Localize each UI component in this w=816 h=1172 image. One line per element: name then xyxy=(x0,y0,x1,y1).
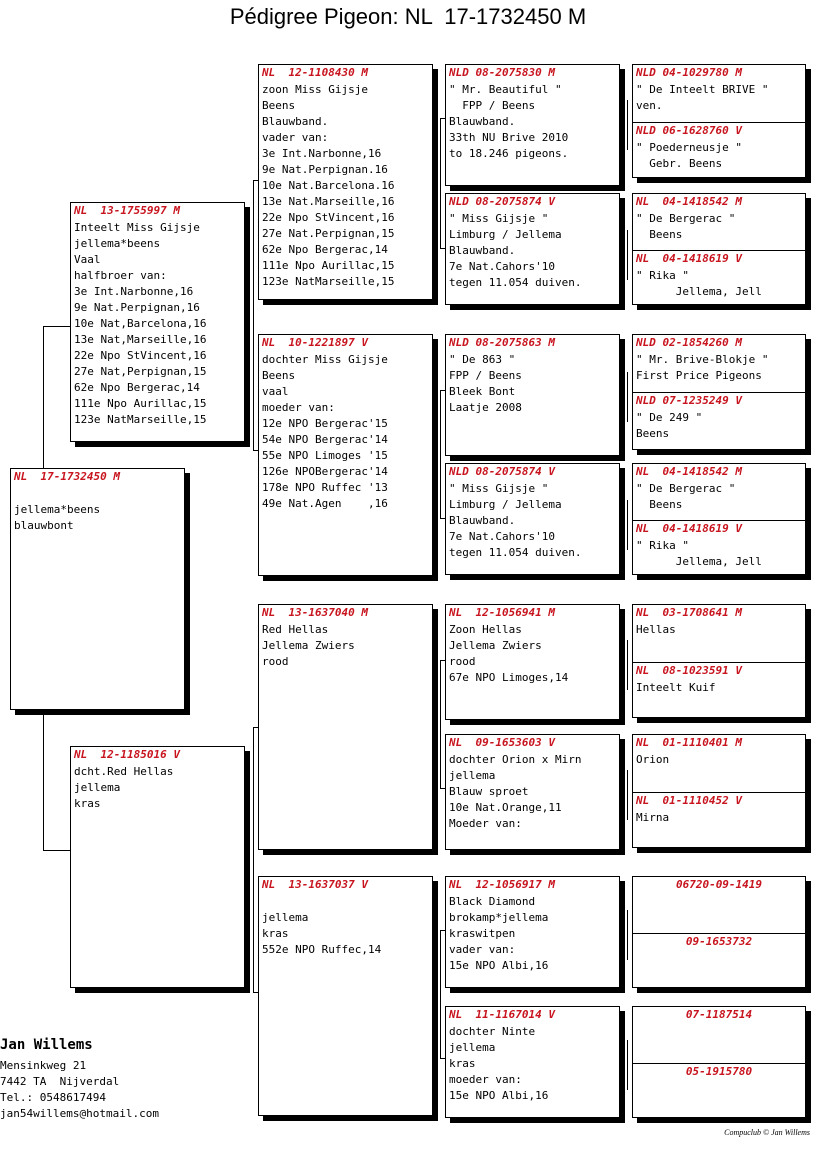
card-line: 27e Nat,Perpignan,15 xyxy=(74,365,207,378)
card-line: rood xyxy=(449,655,476,668)
card-line: jellema xyxy=(449,1041,496,1054)
card-line: dochter Ninte xyxy=(449,1025,536,1038)
ring-number: NLD 02-1854260 M xyxy=(636,336,742,349)
pigeon-card-ffm xyxy=(445,193,620,305)
ring-number: NL 04-1418619 V xyxy=(636,252,742,265)
card-line: Mirna xyxy=(636,811,670,824)
ring-number: 07-1187514 xyxy=(685,1008,753,1021)
ring-number: NL 01-1110401 M xyxy=(636,736,742,749)
card-line: jellema xyxy=(74,781,121,794)
card-line: 55e NPO Limoges '15 xyxy=(262,449,388,462)
card-line: Beens xyxy=(262,99,296,112)
card-line: Beens xyxy=(636,228,683,241)
card-line: Hellas xyxy=(636,623,676,636)
card-line: FPP / Beens xyxy=(449,99,536,112)
owner-phone: Tel.: 0548617494 xyxy=(0,1091,106,1104)
ring-number: 05-1915780 xyxy=(685,1065,753,1078)
card-line: zoon Miss Gijsje xyxy=(262,83,368,96)
pigeon-pair-card xyxy=(632,734,806,848)
card-line: vader van: xyxy=(262,131,329,144)
card-line: 27e Nat.Perpignan,15 xyxy=(262,227,395,240)
card-line: rood xyxy=(262,655,289,668)
card-line: Jellema Zwiers xyxy=(449,639,542,652)
card-line: Black Diamond xyxy=(449,895,536,908)
pigeon-card-ff xyxy=(258,64,433,300)
card-line: " De Bergerac " xyxy=(636,482,736,495)
connector-line xyxy=(627,230,628,280)
card-line: Inteelt Kuif xyxy=(636,681,716,694)
card-line: halfbroer van: xyxy=(74,269,167,282)
card-line: Beens xyxy=(636,498,683,511)
card-line: 62e Npo Bergerac,14 xyxy=(262,243,388,256)
pair-bottom xyxy=(633,393,805,442)
ring-number: NL 04-1418542 M xyxy=(636,195,742,208)
card-line: blauwbont xyxy=(14,519,74,532)
card-line: Jellema Zwiers xyxy=(262,639,355,652)
pair-bottom xyxy=(633,1064,805,1081)
card-line: Blauwband. xyxy=(449,115,516,128)
card-line: Bleek Bont xyxy=(449,385,516,398)
pigeon-card-fff xyxy=(445,64,620,186)
connector-line xyxy=(627,500,628,550)
card-line: 12e NPO Bergerac'15 xyxy=(262,417,388,430)
connector-line xyxy=(253,727,254,857)
card-line: Blauwband. xyxy=(449,514,516,527)
card-line: " De 863 " xyxy=(449,353,516,366)
card-line: " De Inteelt BRIVE " xyxy=(636,83,769,96)
pigeon-card-mmf xyxy=(445,876,620,988)
card-line: Beens xyxy=(636,427,670,440)
ring-number: NL 13-1637037 V xyxy=(262,878,368,891)
pigeon-card-mff xyxy=(445,604,620,720)
owner-info xyxy=(0,1036,159,1122)
card-line: Blauwband. xyxy=(262,115,329,128)
card-line: 54e NPO Bergerac'14 xyxy=(262,433,388,446)
card-line: 123e NatMarseille,15 xyxy=(74,413,207,426)
card-line: 13e Nat,Marseille,16 xyxy=(74,333,207,346)
connector-line xyxy=(440,118,441,248)
card-line: vader van: xyxy=(449,943,516,956)
card-line: Red Hellas xyxy=(262,623,329,636)
card-line: 123e NatMarseille,15 xyxy=(262,275,395,288)
card-line: tegen 11.054 duiven. xyxy=(449,546,582,559)
connector-line xyxy=(627,640,628,690)
ring-number: NLD 08-2075863 M xyxy=(449,336,555,349)
card-line: 7e Nat.Cahors'10 xyxy=(449,260,555,273)
ring-number: NL 09-1653603 V xyxy=(449,736,555,749)
card-line: First Price Pigeons xyxy=(636,369,762,382)
card-line: Inteelt Miss Gijsje xyxy=(74,221,200,234)
ring-number: NLD 08-2075874 V xyxy=(449,465,555,478)
pigeon-card-mfm xyxy=(445,734,620,850)
connector-line xyxy=(627,1040,628,1090)
ring-number: NLD 08-2075874 V xyxy=(449,195,555,208)
ring-number: NL 04-1418619 V xyxy=(636,522,742,535)
ring-number: NL 17-1732450 M xyxy=(14,470,120,483)
connector-line xyxy=(627,100,628,150)
card-line: 9e Nat.Perpignan,16 xyxy=(74,301,200,314)
ring-number: NL 12-1056941 M xyxy=(449,606,555,619)
card-line: " De 249 " xyxy=(636,411,703,424)
ring-number: NLD 04-1029780 M xyxy=(636,66,742,79)
pigeon-pair-card xyxy=(632,334,806,450)
card-line: jellema*beens xyxy=(14,503,101,516)
card-line: 10e Nat,Barcelona,16 xyxy=(74,317,207,330)
credit-text: Compuclub © Jan Willems xyxy=(724,1128,810,1137)
ring-number: NL 04-1418542 M xyxy=(636,465,742,478)
card-line: 10e Nat.Barcelona.16 xyxy=(262,179,395,192)
card-line: 33th NU Brive 2010 xyxy=(449,131,569,144)
card-line: 49e Nat.Agen ,16 xyxy=(262,497,388,510)
card-line: Blauwband. xyxy=(449,244,516,257)
card-line: 67e NPO Limoges,14 xyxy=(449,671,569,684)
card-line: 111e Npo Aurillac,15 xyxy=(262,259,395,272)
ring-number: NL 11-1167014 V xyxy=(449,1008,555,1021)
card-line: Beens xyxy=(262,369,296,382)
card-line xyxy=(11,486,184,502)
pair-bottom xyxy=(633,251,805,300)
card-line: 13e Nat.Marseille,16 xyxy=(262,195,395,208)
pigeon-pair-card xyxy=(632,64,806,178)
ring-number: NLD 07-1235249 V xyxy=(636,394,742,407)
connector-line xyxy=(627,372,628,422)
card-line: 126e NPOBergerac'14 xyxy=(262,465,388,478)
card-line: 3e Int.Narbonne,16 xyxy=(74,285,194,298)
card-line: Laatje 2008 xyxy=(449,401,522,414)
card-line: Blauw sproet xyxy=(449,785,529,798)
card-line: kras xyxy=(74,797,101,810)
pigeon-pair-card xyxy=(632,463,806,575)
ring-number: NL 10-1221897 V xyxy=(262,336,368,349)
pair-bottom xyxy=(633,793,805,826)
card-line xyxy=(259,894,432,910)
ring-number: NL 12-1185016 V xyxy=(74,748,180,761)
connector-line xyxy=(253,180,254,330)
pigeon-card-fm xyxy=(258,334,433,576)
ring-number: NL 13-1637040 M xyxy=(262,606,368,619)
card-line: Limburg / Jellema xyxy=(449,498,562,511)
card-line: " Mr. Brive-Blokje " xyxy=(636,353,769,366)
pigeon-card-mf xyxy=(258,604,433,850)
card-line: dochter Orion x Mirn xyxy=(449,753,582,766)
card-line: " Miss Gijsje " xyxy=(449,482,549,495)
ring-number: NL 13-1755997 M xyxy=(74,204,180,217)
connector-line xyxy=(627,910,628,960)
card-line: 9e Nat.Perpignan.16 xyxy=(262,163,388,176)
card-line: Moeder van: xyxy=(449,817,522,830)
card-line: Vaal xyxy=(74,253,101,266)
pigeon-pair-card xyxy=(632,1006,806,1118)
pigeon-card-subject xyxy=(10,468,185,710)
connector-line xyxy=(43,712,44,850)
pigeon-pair-card xyxy=(632,604,806,718)
card-line: Jellema, Jell xyxy=(636,285,762,298)
card-line: 552e NPO Ruffec,14 xyxy=(262,943,382,956)
connector-line xyxy=(627,770,628,820)
card-line: 22e Npo StVincent,16 xyxy=(74,349,207,362)
card-line: jellema xyxy=(262,911,309,924)
pigeon-card-mm xyxy=(258,876,433,1116)
card-line: moeder van: xyxy=(449,1073,522,1086)
card-line: 15e NPO Albi,16 xyxy=(449,1089,549,1102)
owner-email: jan54willems@hotmail.com xyxy=(0,1107,159,1120)
card-line: jellema xyxy=(449,769,496,782)
card-line: to 18.246 pigeons. xyxy=(449,147,569,160)
pigeon-pair-card xyxy=(632,193,806,305)
card-line: kraswitpen xyxy=(449,927,516,940)
card-line: Limburg / Jellema xyxy=(449,228,562,241)
card-line: dcht.Red Hellas xyxy=(74,765,174,778)
card-line: 178e NPO Ruffec '13 xyxy=(262,481,388,494)
connector-line xyxy=(43,326,44,468)
card-line: 62e Npo Bergerac,14 xyxy=(74,381,200,394)
card-line: ven. xyxy=(636,99,663,112)
connector-line xyxy=(253,330,254,450)
owner-street: Mensinkweg 21 xyxy=(0,1059,87,1072)
card-line: 111e Npo Aurillac,15 xyxy=(74,397,207,410)
connector-line xyxy=(440,930,441,1058)
pair-bottom xyxy=(633,521,805,570)
card-line: kras xyxy=(449,1057,476,1070)
card-line: 10e Nat.Orange,11 xyxy=(449,801,562,814)
card-line: " Rika " xyxy=(636,539,689,552)
card-line: jellema*beens xyxy=(74,237,161,250)
card-line: Jellema, Jell xyxy=(636,555,762,568)
pigeon-card-father xyxy=(70,202,245,442)
card-line: 3e Int.Narbonne,16 xyxy=(262,147,382,160)
ring-number: NL 12-1108430 M xyxy=(262,66,368,79)
pigeon-card-mmm xyxy=(445,1006,620,1118)
card-line: vaal xyxy=(262,385,289,398)
pair-bottom xyxy=(633,123,805,172)
ring-number: NLD 06-1628760 V xyxy=(636,124,742,137)
card-line: Zoon Hellas xyxy=(449,623,522,636)
pigeon-pair-card xyxy=(632,876,806,988)
connector-line xyxy=(253,857,254,992)
card-line: " Mr. Beautiful " xyxy=(449,83,562,96)
card-line: dochter Miss Gijsje xyxy=(262,353,388,366)
card-line: " Miss Gijsje " xyxy=(449,212,549,225)
pigeon-card-mother xyxy=(70,746,245,988)
card-line: brokamp*jellema xyxy=(449,911,549,924)
card-line: " Rika " xyxy=(636,269,689,282)
connector-line xyxy=(43,326,71,327)
card-line: Gebr. Beens xyxy=(636,157,723,170)
page-title: Pédigree Pigeon: NL 17-1732450 M xyxy=(229,4,587,29)
ring-number: 06720-09-1419 xyxy=(675,878,763,891)
card-line: FPP / Beens xyxy=(449,369,522,382)
owner-name: Jan Willems xyxy=(0,1037,93,1053)
pair-bottom xyxy=(633,663,805,696)
connector-line xyxy=(440,660,441,788)
connector-line xyxy=(440,390,441,518)
owner-city: 7442 TA Nijverdal xyxy=(0,1075,120,1088)
card-line: tegen 11.054 duiven. xyxy=(449,276,582,289)
card-line: 15e NPO Albi,16 xyxy=(449,959,549,972)
card-line: 22e Npo StVincent,16 xyxy=(262,211,395,224)
ring-number: NL 01-1110452 V xyxy=(636,794,742,807)
card-line: " De Bergerac " xyxy=(636,212,736,225)
card-line: moeder van: xyxy=(262,401,335,414)
ring-number: NL 08-1023591 V xyxy=(636,664,742,677)
pair-bottom xyxy=(633,934,805,951)
ring-number: NLD 08-2075830 M xyxy=(449,66,555,79)
pigeon-card-fmm xyxy=(445,463,620,575)
ring-number: NL 12-1056917 M xyxy=(449,878,555,891)
pigeon-card-fmf xyxy=(445,334,620,456)
connector-line xyxy=(43,850,71,851)
card-line: " Poederneusje " xyxy=(636,141,742,154)
card-line: Orion xyxy=(636,753,670,766)
ring-number: 09-1653732 xyxy=(685,935,753,948)
card-line: kras xyxy=(262,927,289,940)
ring-number: NL 03-1708641 M xyxy=(636,606,742,619)
card-line: 7e Nat.Cahors'10 xyxy=(449,530,555,543)
